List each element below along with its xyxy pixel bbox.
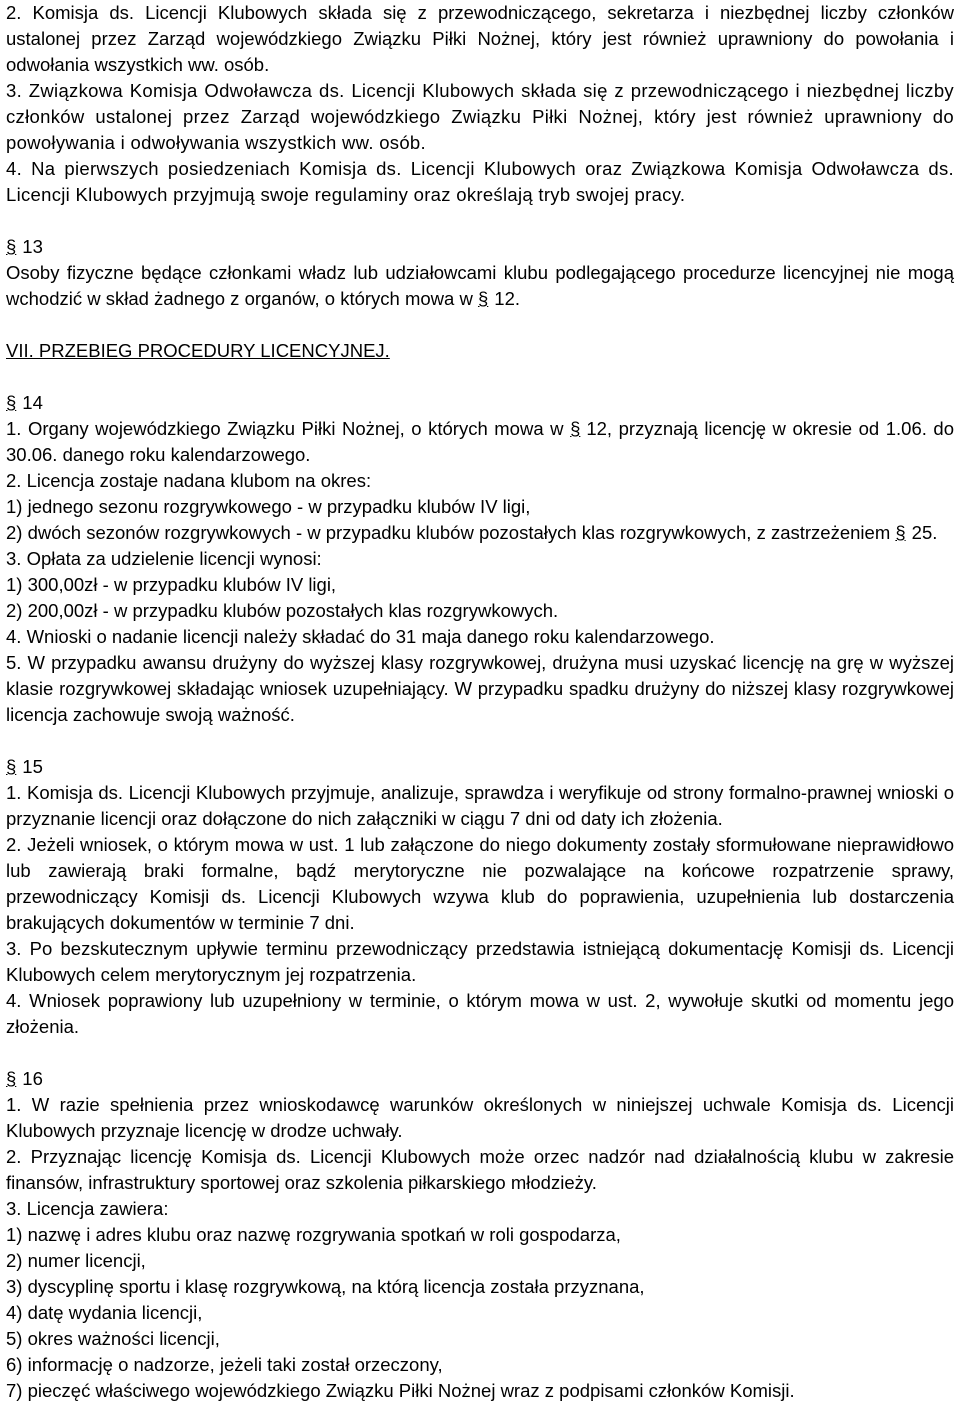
section-13-number: 13 [22, 236, 43, 257]
section-13-text-b: 12. [494, 288, 520, 309]
paragraph-12-2: 2. Komisja ds. Licencji Klubowych składa się z przewodniczącego, sekretarza i niezbędnej liczby członków ustalonej przez Zarząd wojewódzkiego Związku Piłki Nożnej, który jest również uprawniony do powołania i odwołania wszystkich ww. osób. [6, 2, 954, 75]
section-15-item-3: 3. Po bezskutecznym upływie terminu przewodniczący przedstawia istniejącą dokumentację Komisji ds. Licencji Klubowych celem merytorycznym jej rozpatrzenia. [6, 938, 954, 985]
section-symbol: § [570, 418, 581, 439]
spacer [6, 1040, 954, 1066]
spacer [6, 312, 954, 338]
paragraph-12-4: 4. Na pierwszych posiedzeniach Komisja ds. Licencji Klubowych oraz Związkowa Komisja Odwoławcza ds. Licencji Klubowych przyjmują swoje regulaminy oraz określają tryb swojej pracy. [6, 158, 954, 205]
section-symbol: § [6, 236, 17, 257]
section-14-item-2: 2. Licencja zostaje nadana klubom na okres: [6, 470, 372, 491]
section-symbol: § [6, 756, 17, 777]
section-16-item-3-4: 4) datę wydania licencji, [6, 1302, 203, 1323]
section-14-header [6, 390, 954, 416]
section-14-item-3: 3. Opłata za udzielenie licencji wynosi: [6, 548, 322, 569]
section-14-item-3-1: 1) 300,00zł - w przypadku klubów IV ligi, [6, 574, 337, 595]
section-16-item-3-1: 1) nazwę i adres klubu oraz nazwę rozgrywania spotkań w roli gospodarza, [6, 1224, 621, 1245]
section-15-number: 15 [22, 756, 43, 777]
section-14-number: 14 [22, 392, 43, 413]
section-14-item-2-2 [6, 520, 954, 546]
section-16-item-3-7: 7) pieczęć właściwego wojewódzkiego Związku Piłki Nożnej wraz z podpisami członków Komisji. [6, 1380, 795, 1401]
section-16-item-3: 3. Licencja zawiera: [6, 1198, 169, 1219]
section-symbol: § [6, 1068, 17, 1089]
section-13-text [6, 260, 954, 312]
section-symbol: § [6, 392, 17, 413]
section-symbol: § [895, 522, 906, 543]
section-16-item-1: 1. W razie spełnienia przez wnioskodawcę warunków określonych w niniejszej uchwale Komisja ds. Licencji Klubowych przyznaje licencję w drodze uchwały. [6, 1094, 954, 1141]
section-symbol: § [477, 288, 489, 309]
section-16-item-3-6: 6) informację o nadzorze, jeżeli taki został orzeczony, [6, 1354, 443, 1375]
section-14-item-1 [6, 416, 954, 468]
chapter-heading-vii: VII. PRZEBIEG PROCEDURY LICENCYJNEJ. [6, 340, 390, 361]
spacer [6, 728, 954, 754]
section-14-item-1-b: 12, przyznają licencję w okresie od 1.06. do 30.06. danego roku kalendarzowego. [6, 418, 955, 465]
section-15-header [6, 754, 954, 780]
section-16-item-3-3: 3) dyscyplinę sportu i klasę rozgrywkową, na którą licencja została przyznana, [6, 1276, 645, 1297]
section-14-item-3-2: 2) 200,00zł - w przypadku klubów pozostałych klas rozgrywkowych. [6, 600, 559, 621]
section-13-header [6, 234, 954, 260]
section-16-item-3-2: 2) numer licencji, [6, 1250, 146, 1271]
paragraph-12-3: 3. Związkowa Komisja Odwoławcza ds. Licencji Klubowych składa się z przewodniczącego i niezbędnej liczby członków ustalonej przez Zarząd wojewódzkiego Związku Piłki Nożnej, który jest również uprawniony do powoływania i odwoływania wszystkich ww. osób. [6, 80, 954, 153]
section-14-item-4: 4. Wnioski o nadanie licencji należy składać do 31 maja danego roku kalendarzowego. [6, 626, 715, 647]
section-14-item-2-2-b: 25. [911, 522, 938, 543]
section-13-text-a: Osoby fizyczne będące członkami władz lub udziałowcami klubu podlegającego procedurze licencyjnej nie mogą wchodzić w skład żadnego z organów, o których mowa w [6, 262, 954, 309]
section-16-number: 16 [22, 1068, 43, 1089]
section-16-item-3-5: 5) okres ważności licencji, [6, 1328, 220, 1349]
section-14-item-5: 5. W przypadku awansu drużyny do wyższej klasy rozgrywkowej, drużyna musi uzyskać licencję na grę w wyższej klasie rozgrywkowej składając wniosek uzupełniający. W przypadku spadku drużyny do niższej klasy rozgrywkowej licencja zachowuje swoją ważność. [6, 652, 954, 725]
spacer [6, 364, 954, 390]
section-14-item-1-a: 1. Organy wojewódzkiego Związku Piłki Nożnej, o których mowa w [6, 418, 564, 439]
spacer [6, 208, 954, 234]
section-16-item-2: 2. Przyznając licencję Komisja ds. Licencji Klubowych może orzec nadzór nad działalnością klubu w zakresie finansów, infrastruktury sportowej oraz szkolenia piłkarskiego młodzieży. [6, 1146, 954, 1193]
section-16-header [6, 1066, 954, 1092]
section-14-item-2-1: 1) jednego sezonu rozgrywkowego - w przypadku klubów IV ligi, [6, 496, 531, 517]
section-15-item-4: 4. Wniosek poprawiony lub uzupełniony w terminie, o którym mowa w ust. 2, wywołuje skutki od momentu jego złożenia. [6, 990, 954, 1037]
section-15-item-2: 2. Jeżeli wniosek, o którym mowa w ust. 1 lub załączone do niego dokumenty zostały sformułowane nieprawidłowo lub zawierają braki formalne, bądź merytoryczne nie pozwalające na końcowe rozpatrzenie sprawy, przewodniczący Komisji ds. Licencji Klubowych wzywa klub do poprawienia, uzupełnienia lub dostarczenia brakujących dokumentów w terminie 7 dni. [6, 834, 954, 933]
section-14-item-2-2-a: 2) dwóch sezonów rozgrywkowych - w przypadku klubów pozostałych klas rozgrywkowych, z zastrzeżeniem [6, 522, 891, 543]
section-15-item-1: 1. Komisja ds. Licencji Klubowych przyjmuje, analizuje, sprawdza i weryfikuje od strony formalno-prawnej wnioski o przyznanie licencji oraz dołączone do nich załączniki w ciągu 7 dni od daty ich złożenia. [6, 782, 954, 829]
